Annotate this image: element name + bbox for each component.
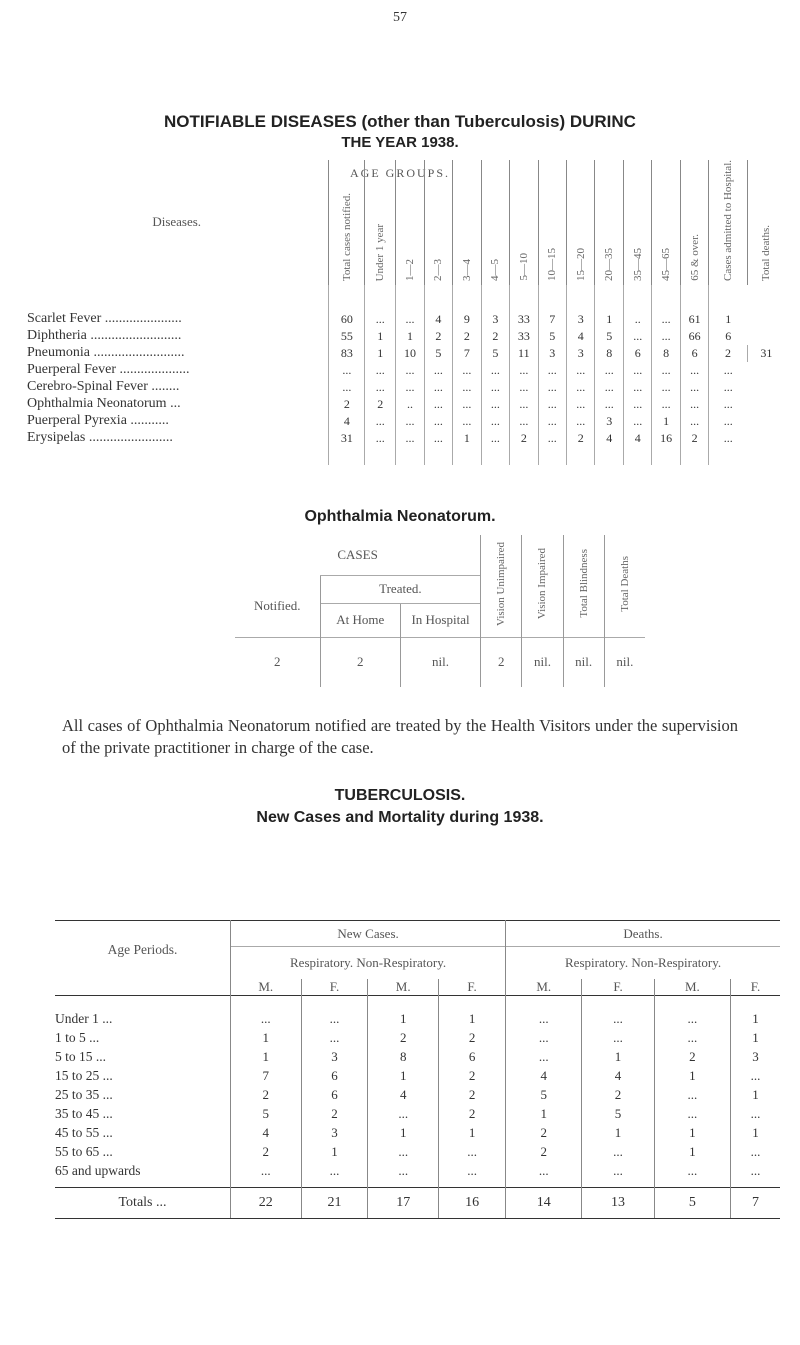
table-cell: ... <box>730 1143 780 1162</box>
disease-name: Scarlet Fever ...................... <box>27 311 182 327</box>
new-cases-subheader: Respiratory. Non-Respiratory. <box>231 947 506 979</box>
table-cell: ... <box>396 362 424 379</box>
table-cell: ... <box>582 1143 654 1162</box>
table-cell: 3 <box>538 345 566 362</box>
table-cell: 3 <box>301 1048 368 1067</box>
disease-name: Diphtheria .......................... <box>27 328 182 344</box>
table-row <box>55 1124 780 1143</box>
ophthalmia-title: Ophthalmia Neonatorum. <box>304 508 496 525</box>
table-cell: ... <box>567 362 595 379</box>
tuberculosis-table <box>55 920 780 1219</box>
notifiable-diseases-table <box>25 160 785 465</box>
table-cell: ... <box>510 379 538 396</box>
table-cell: 5 <box>481 345 509 362</box>
table-cell: ... <box>623 362 651 379</box>
table-row <box>55 1162 780 1188</box>
table-cell: ... <box>365 413 396 430</box>
deaths-header: Deaths. <box>506 921 780 947</box>
table-cell: ... <box>567 413 595 430</box>
sub-m: M. <box>654 979 730 996</box>
table-cell: 2 <box>365 396 396 413</box>
table-cell: ... <box>595 396 623 413</box>
disease-name: Pneumonia .......................... <box>27 345 185 361</box>
table-cell: ... <box>329 379 365 396</box>
table-cell: 1 <box>365 328 396 345</box>
age-period: 5 to 15 ... <box>55 1049 107 1064</box>
table-cell: ... <box>623 328 651 345</box>
value-in-hospital: nil. <box>400 637 480 687</box>
table-cell: 6 <box>301 1086 368 1105</box>
col-20-35: 20—35 <box>603 247 616 281</box>
treated-header: Treated. <box>320 575 481 603</box>
table-cell: 1 <box>438 995 505 1029</box>
table-row <box>55 1029 780 1048</box>
table-cell: 3 <box>567 345 595 362</box>
tb-title: TUBERCULOSIS. <box>334 787 466 804</box>
cases-header: CASES <box>337 546 378 562</box>
table-cell: 83 <box>329 345 365 362</box>
table-cell: ... <box>481 430 509 465</box>
tb-subtitle: New Cases and Mortality during 1938. <box>256 809 544 826</box>
col-45-65: 45—65 <box>660 247 673 281</box>
table-cell: ... <box>510 362 538 379</box>
table-cell: ... <box>709 396 747 413</box>
col-diseases: Diseases. <box>152 214 202 230</box>
sub-m: M. <box>368 979 439 996</box>
table-cell: 3 <box>481 285 509 328</box>
table-cell: ... <box>365 285 396 328</box>
table-cell: 3 <box>730 1048 780 1067</box>
sub-f: F. <box>730 979 780 996</box>
table-cell: 55 <box>329 328 365 345</box>
table-cell: 33 <box>510 328 538 345</box>
sub-f: F. <box>301 979 368 996</box>
table-row <box>55 1143 780 1162</box>
table-cell: 2 <box>438 1105 505 1124</box>
table-cell: ... <box>538 396 566 413</box>
table-cell: 3 <box>595 413 623 430</box>
table-cell: ... <box>424 362 452 379</box>
table-cell: 2 <box>709 345 747 362</box>
table-cell: 1 <box>368 995 439 1029</box>
col-35-45: 35—45 <box>631 247 644 281</box>
total-value: 16 <box>438 1187 505 1218</box>
table-cell: ... <box>538 430 566 465</box>
col-under-1: Under 1 year <box>374 223 387 281</box>
table-cell: ... <box>506 1048 582 1067</box>
table-cell: ... <box>654 1086 730 1105</box>
table-cell: ... <box>396 285 424 328</box>
table-cell: ... <box>329 362 365 379</box>
total-deaths-header: Total Deaths <box>618 555 631 612</box>
table-cell: 2 <box>506 1124 582 1143</box>
table-cell: 31 <box>747 345 785 362</box>
table-cell: 4 <box>368 1086 439 1105</box>
table-cell: 7 <box>453 345 481 362</box>
table-cell: ... <box>652 379 680 396</box>
table-cell: ... <box>582 1162 654 1188</box>
col-total-deaths: Total deaths. <box>760 224 773 281</box>
table-row <box>25 379 785 396</box>
table-cell: ... <box>481 413 509 430</box>
table-cell: .. <box>623 285 651 328</box>
table-cell: ... <box>453 396 481 413</box>
table-cell: ... <box>654 1162 730 1188</box>
table-cell: 4 <box>231 1124 302 1143</box>
table-cell: ... <box>438 1162 505 1188</box>
page-subtitle: THE YEAR 1938. <box>341 134 459 151</box>
table-cell: 5 <box>424 345 452 362</box>
table-cell: ... <box>652 328 680 345</box>
table-cell: ... <box>709 379 747 396</box>
table-cell: 8 <box>652 345 680 362</box>
age-period: 55 to 65 ... <box>55 1144 113 1159</box>
table-cell: 6 <box>709 328 747 345</box>
table-cell: ... <box>438 1143 505 1162</box>
table-cell: ... <box>654 1029 730 1048</box>
table-cell: 60 <box>329 285 365 328</box>
total-value: 13 <box>582 1187 654 1218</box>
table-cell: 2 <box>301 1105 368 1124</box>
table-cell: ... <box>652 362 680 379</box>
value-total-deaths: nil. <box>604 637 645 687</box>
col-admitted-hospital: Cases admitted to Hospital. <box>722 160 735 281</box>
age-periods-header: Age Periods. <box>107 941 178 957</box>
table-cell: ... <box>453 362 481 379</box>
table-cell: 1 <box>654 1067 730 1086</box>
table-cell: 1 <box>506 1105 582 1124</box>
table-cell: ... <box>680 413 708 430</box>
total-value: 5 <box>654 1187 730 1218</box>
col-1-2: 1—2 <box>403 258 416 281</box>
table-cell: ... <box>365 362 396 379</box>
col-2-3: 2—3 <box>432 258 445 281</box>
table-cell: 6 <box>680 345 708 362</box>
table-cell: ... <box>424 396 452 413</box>
sub-m: M. <box>231 979 302 996</box>
table-cell: ... <box>680 379 708 396</box>
disease-name: Ophthalmia Neonatorum ... <box>27 396 181 412</box>
table-cell: 8 <box>368 1048 439 1067</box>
table-cell: 5 <box>582 1105 654 1124</box>
table-cell: ... <box>623 379 651 396</box>
total-value: 7 <box>730 1187 780 1218</box>
table-cell: ... <box>730 1162 780 1188</box>
table-header <box>25 160 785 285</box>
col-10-15: 10—15 <box>546 247 559 281</box>
table-cell: 5 <box>506 1086 582 1105</box>
table-cell: 3 <box>301 1124 368 1143</box>
table-cell: 1 <box>730 1029 780 1048</box>
age-period: 1 to 5 ... <box>55 1030 100 1045</box>
table-cell: 2 <box>680 430 708 465</box>
table-row <box>25 285 785 328</box>
table-cell: 1 <box>654 1143 730 1162</box>
table-cell: ... <box>652 285 680 328</box>
table-cell: 5 <box>595 328 623 345</box>
table-cell: ... <box>680 396 708 413</box>
table-cell: ... <box>365 430 396 465</box>
table-cell: 1 <box>396 328 424 345</box>
table-cell: 1 <box>730 1124 780 1143</box>
ophthalmia-note: All cases of Ophthalmia Neonatorum notified are treated by the Health Visitors under the supervision of the private practitioner in charge of the case. <box>62 716 738 757</box>
disease-name: Erysipelas ........................ <box>27 430 173 446</box>
col-4-5: 4—5 <box>489 258 502 281</box>
table-cell: 1 <box>652 413 680 430</box>
table-cell: 1 <box>582 1048 654 1067</box>
table-cell: 10 <box>396 345 424 362</box>
table-cell: ... <box>506 1029 582 1048</box>
value-total-blindness: nil. <box>563 637 604 687</box>
table-cell: 2 <box>438 1029 505 1048</box>
table-row <box>55 1086 780 1105</box>
table-cell: ... <box>301 995 368 1029</box>
table-cell: .. <box>396 396 424 413</box>
table-cell: 1 <box>595 285 623 328</box>
table-cell: 2 <box>231 1086 302 1105</box>
table-cell: ... <box>396 413 424 430</box>
value-at-home: 2 <box>320 637 400 687</box>
table-cell: ... <box>368 1105 439 1124</box>
col-total-notified: Total cases notified. <box>340 192 353 281</box>
table-cell: 31 <box>329 430 365 465</box>
table-cell: 2 <box>506 1143 582 1162</box>
table-cell: ... <box>654 1105 730 1124</box>
col-15-20: 15—20 <box>574 247 587 281</box>
table-row <box>55 1105 780 1124</box>
table-cell: ... <box>538 379 566 396</box>
table-cell: ... <box>595 379 623 396</box>
age-period: 65 and upwards <box>55 1163 141 1178</box>
at-home-header: At Home <box>320 603 400 637</box>
table-cell: ... <box>582 995 654 1029</box>
in-hospital-header: In Hospital <box>400 603 480 637</box>
table-row <box>25 430 785 465</box>
table-cell: ... <box>396 430 424 465</box>
table-cell: 1 <box>453 430 481 465</box>
table-cell: 61 <box>680 285 708 328</box>
table-cell: 2 <box>368 1029 439 1048</box>
table-cell: 4 <box>595 430 623 465</box>
table-cell: 6 <box>438 1048 505 1067</box>
sub-f: F. <box>582 979 654 996</box>
table-cell: ... <box>567 396 595 413</box>
table-row <box>55 995 780 1029</box>
age-period: 45 to 55 ... <box>55 1125 113 1140</box>
table-cell: ... <box>506 1162 582 1188</box>
notified-header: Notified. <box>253 597 301 613</box>
table-cell: 66 <box>680 328 708 345</box>
total-blindness-header: Total Blindness <box>577 549 590 619</box>
table-cell: 6 <box>623 345 651 362</box>
table-cell: ... <box>680 362 708 379</box>
table-cell: 7 <box>538 285 566 328</box>
table-cell: 5 <box>538 328 566 345</box>
value-notified: 2 <box>274 654 281 670</box>
table-cell: 2 <box>481 328 509 345</box>
table-row <box>55 1048 780 1067</box>
table-cell: 1 <box>654 1124 730 1143</box>
table-row <box>25 396 785 413</box>
table-cell: ... <box>654 995 730 1029</box>
table-cell: ... <box>301 1029 368 1048</box>
table-cell: ... <box>396 379 424 396</box>
age-period: 25 to 35 ... <box>55 1087 113 1102</box>
table-cell: 1 <box>365 345 396 362</box>
table-cell: 6 <box>301 1067 368 1086</box>
table-cell: ... <box>481 362 509 379</box>
col-5-10: 5—10 <box>517 253 530 281</box>
table-cell: 2 <box>582 1086 654 1105</box>
table-cell: 4 <box>424 285 452 328</box>
table-row <box>25 328 785 345</box>
table-cell: ... <box>538 413 566 430</box>
value-vision-unimpaired: 2 <box>481 637 522 687</box>
table-row <box>25 413 785 430</box>
ophthalmia-table <box>235 535 645 687</box>
page-number: 57 <box>393 10 407 25</box>
disease-name: Puerperal Fever .................... <box>27 362 190 378</box>
table-cell: 2 <box>329 396 365 413</box>
table-cell: 1 <box>368 1124 439 1143</box>
table-cell: ... <box>368 1162 439 1188</box>
table-cell: 1 <box>231 1048 302 1067</box>
table-cell: 1 <box>730 1086 780 1105</box>
table-cell: 33 <box>510 285 538 328</box>
table-cell: ... <box>506 995 582 1029</box>
table-cell: 2 <box>231 1143 302 1162</box>
table-cell: ... <box>424 430 452 465</box>
table-cell: ... <box>582 1029 654 1048</box>
table-cell: ... <box>424 379 452 396</box>
disease-name: Puerperal Pyrexia ........... <box>27 413 169 429</box>
age-groups-label: AGE GROUPS. <box>350 166 451 180</box>
table-cell: 1 <box>438 1124 505 1143</box>
total-value: 17 <box>368 1187 439 1218</box>
vision-unimpaired-header: Vision Unimpaired <box>495 541 508 626</box>
table-cell: ... <box>453 379 481 396</box>
table-cell: 7 <box>231 1067 302 1086</box>
table-cell: 2 <box>654 1048 730 1067</box>
table-cell: ... <box>301 1162 368 1188</box>
table-cell: 2 <box>567 430 595 465</box>
table-cell: 1 <box>368 1067 439 1086</box>
table-cell: 16 <box>652 430 680 465</box>
deaths-subheader: Respiratory. Non-Respiratory. <box>506 947 780 979</box>
table-cell: 5 <box>231 1105 302 1124</box>
table-cell: 3 <box>567 285 595 328</box>
table-cell: ... <box>730 1067 780 1086</box>
table-cell: ... <box>652 396 680 413</box>
table-cell: 4 <box>623 430 651 465</box>
table-cell: 4 <box>582 1067 654 1086</box>
table-cell: ... <box>709 413 747 430</box>
table-cell: 8 <box>595 345 623 362</box>
table-cell: 1 <box>730 995 780 1029</box>
table-cell: 2 <box>438 1086 505 1105</box>
table-cell: ... <box>595 362 623 379</box>
table-cell: ... <box>709 362 747 379</box>
table-cell: 2 <box>424 328 452 345</box>
table-cell: 4 <box>506 1067 582 1086</box>
age-period: 35 to 45 ... <box>55 1106 113 1121</box>
table-row <box>25 345 785 362</box>
sub-f: F. <box>438 979 505 996</box>
age-period: 15 to 25 ... <box>55 1068 113 1083</box>
sub-m: M. <box>506 979 582 996</box>
table-cell: ... <box>623 396 651 413</box>
table-cell: ... <box>453 413 481 430</box>
table-cell: ... <box>709 430 747 465</box>
table-cell: 2 <box>510 430 538 465</box>
table-cell: ... <box>365 379 396 396</box>
vision-impaired-header: Vision Impaired <box>536 548 549 620</box>
table-cell: 4 <box>329 413 365 430</box>
table-cell: ... <box>623 413 651 430</box>
table-cell: 2 <box>438 1067 505 1086</box>
totals-label: Totals ... <box>55 1187 231 1218</box>
table-cell: 9 <box>453 285 481 328</box>
table-cell: ... <box>231 1162 302 1188</box>
table-cell: ... <box>424 413 452 430</box>
page-title: NOTIFIABLE DISEASES (other than Tuberculosis) DURINC <box>164 112 636 131</box>
total-value: 22 <box>231 1187 302 1218</box>
table-cell: 1 <box>231 1029 302 1048</box>
table-cell: ... <box>730 1105 780 1124</box>
table-row <box>55 1067 780 1086</box>
value-vision-impaired: nil. <box>522 637 563 687</box>
col-3-4: 3—4 <box>460 258 473 281</box>
table-row <box>25 362 785 379</box>
total-value: 21 <box>301 1187 368 1218</box>
table-cell: ... <box>481 379 509 396</box>
table-cell: ... <box>481 396 509 413</box>
table-cell: 1 <box>709 285 747 328</box>
col-65-over: 65 & over. <box>688 234 701 281</box>
table-cell: 2 <box>453 328 481 345</box>
table-cell: 11 <box>510 345 538 362</box>
table-cell: ... <box>231 995 302 1029</box>
table-cell: ... <box>567 379 595 396</box>
table-cell: ... <box>510 396 538 413</box>
table-cell: 4 <box>567 328 595 345</box>
total-value: 14 <box>506 1187 582 1218</box>
table-cell: 1 <box>582 1124 654 1143</box>
table-cell: 1 <box>301 1143 368 1162</box>
table-cell: ... <box>510 413 538 430</box>
table-cell: ... <box>538 362 566 379</box>
disease-name: Cerebro-Spinal Fever ........ <box>27 379 180 395</box>
new-cases-header: New Cases. <box>231 921 506 947</box>
table-cell: ... <box>368 1143 439 1162</box>
age-period: Under 1 ... <box>55 1011 113 1026</box>
